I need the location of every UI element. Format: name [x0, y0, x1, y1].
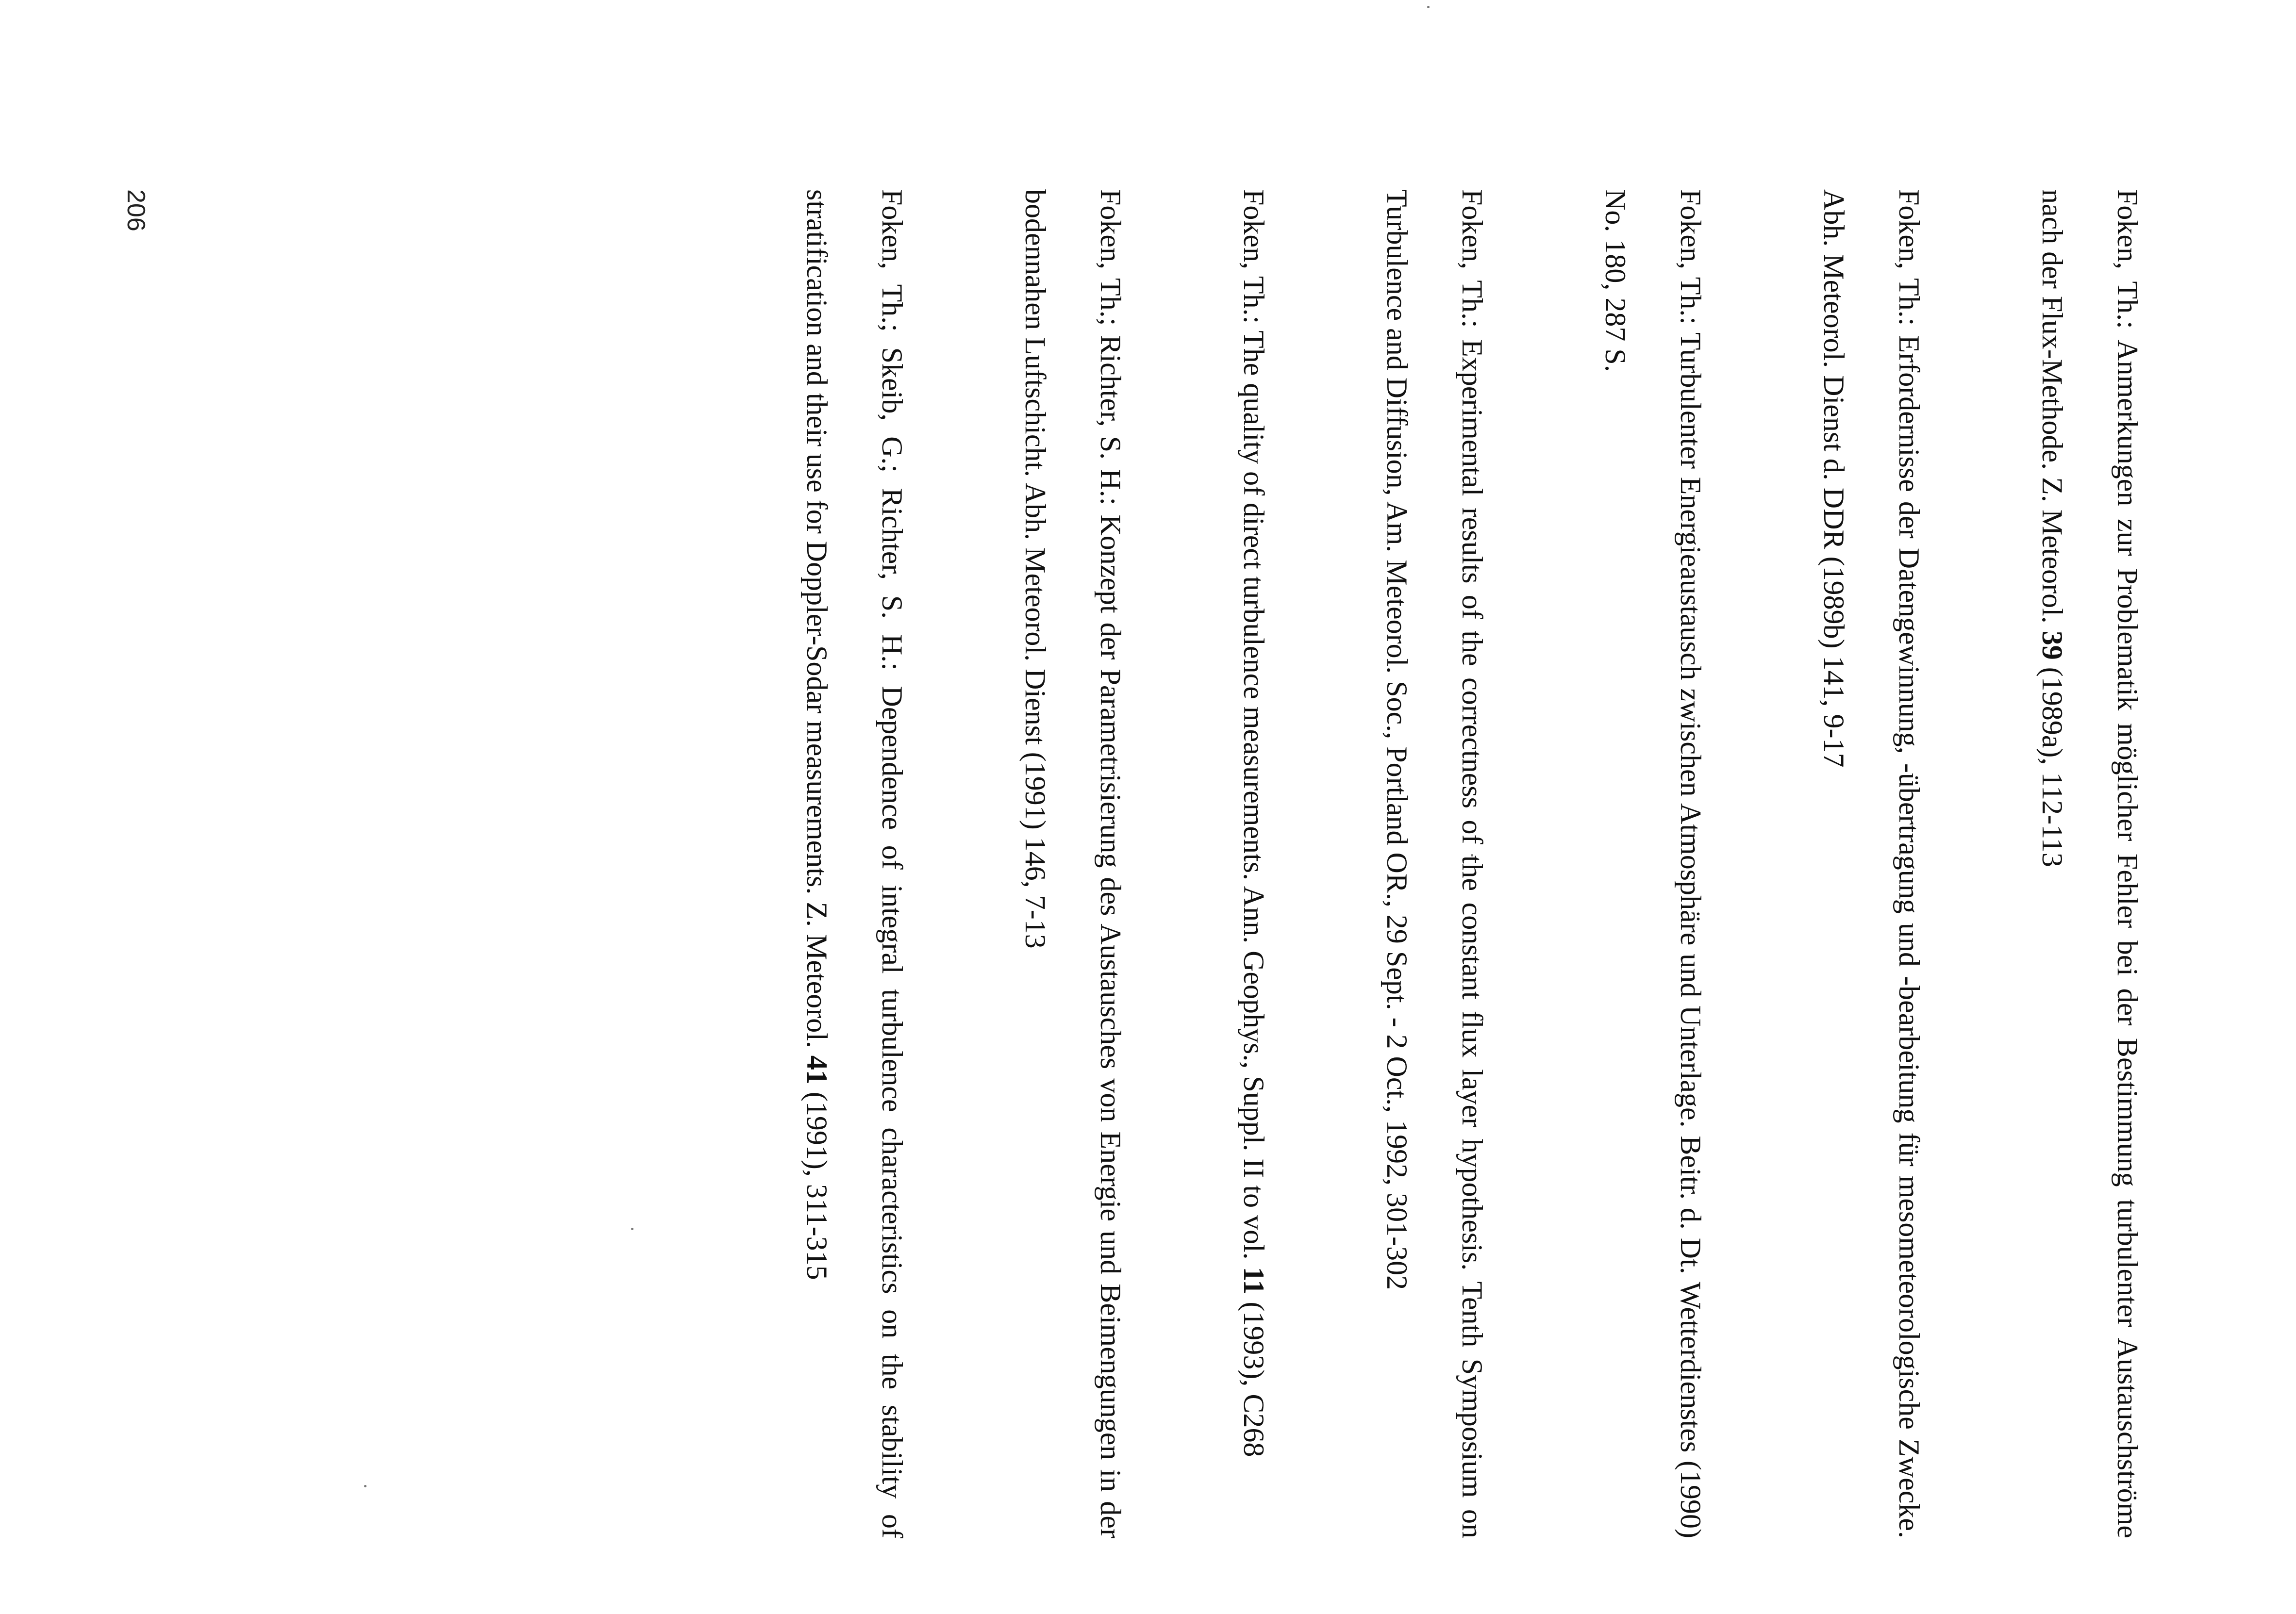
reference-text: (1989a), 112-113 [2036, 659, 2068, 867]
reference-volume: 41 [801, 1055, 833, 1085]
reference-text: (1991), 311-315 [801, 1084, 833, 1280]
scan-speck [1427, 6, 1430, 8]
reference-text: Foken, Th.: Erfordernisse der Datengewinnung, -übertragung und -bearbeitung für mesometeorologische Zwecke. Abh. Meteorol. Dienst d. DDR (1989b) 141, 9-17 [1818, 189, 1925, 1538]
reference-text: Foken, Th.; Skeib, G.; Richter, S. H.: Dependence of integral turbulence characteristics on the stability of stratification and their use for Doppler-Sodar measurements. Z. Meteorol. [801, 189, 908, 1538]
reference-entry [1796, 189, 1947, 1538]
reference-list [711, 189, 2165, 1538]
page-number: 206 [122, 189, 150, 231]
reference-text: Foken, Th.: Turbulenter Energieaustausch zwischen Atmosphäre und Unterlage. Beitr. d. Dt. Wetterdienstes (1990) No. 180, 287 S. [1599, 189, 1707, 1538]
reference-entry [779, 189, 930, 1538]
reference-entry [1578, 189, 1728, 1538]
reference-entry [1216, 189, 1291, 1538]
reference-text: (1993), C268 [1238, 1294, 1270, 1457]
reference-text: Foken, Th.: The quality of direct turbulence measurements. Ann. Geophys., Suppl. II to vol. [1238, 189, 1270, 1267]
reference-text: Foken, Th.: Anmerkungen zur Problematik möglicher Fehler bei der Bestimmung turbulenter Austauschströme nach der Flux-Methode. Z. Meteorol. [2036, 189, 2144, 1538]
reference-entry [2014, 189, 2165, 1538]
reference-volume: 39 [2036, 630, 2068, 660]
reference-text: Foken, Th.; Richter, S. H.: Konzept der Parametrisierung des Austausches von Energie und Beimengungen in der bodennahen Luftschicht. Abh. Meteorol. Dienst (1991) 146, 7-13 [1019, 189, 1127, 1538]
rotated-content [97, 189, 2165, 1538]
reference-text: Foken, Th.: Experimental results of the correctness of the constant flux layer hypothesis. Tenth Symposium on Turbulence and Diffusion, Am. Meteorol. Soc., Portland OR., 29 Sept. - 2 Oct., 1992, 301-302 [1381, 189, 1488, 1538]
reference-entry [998, 189, 1148, 1538]
reference-entry [1359, 189, 1510, 1538]
reference-volume: 11 [1238, 1267, 1270, 1295]
